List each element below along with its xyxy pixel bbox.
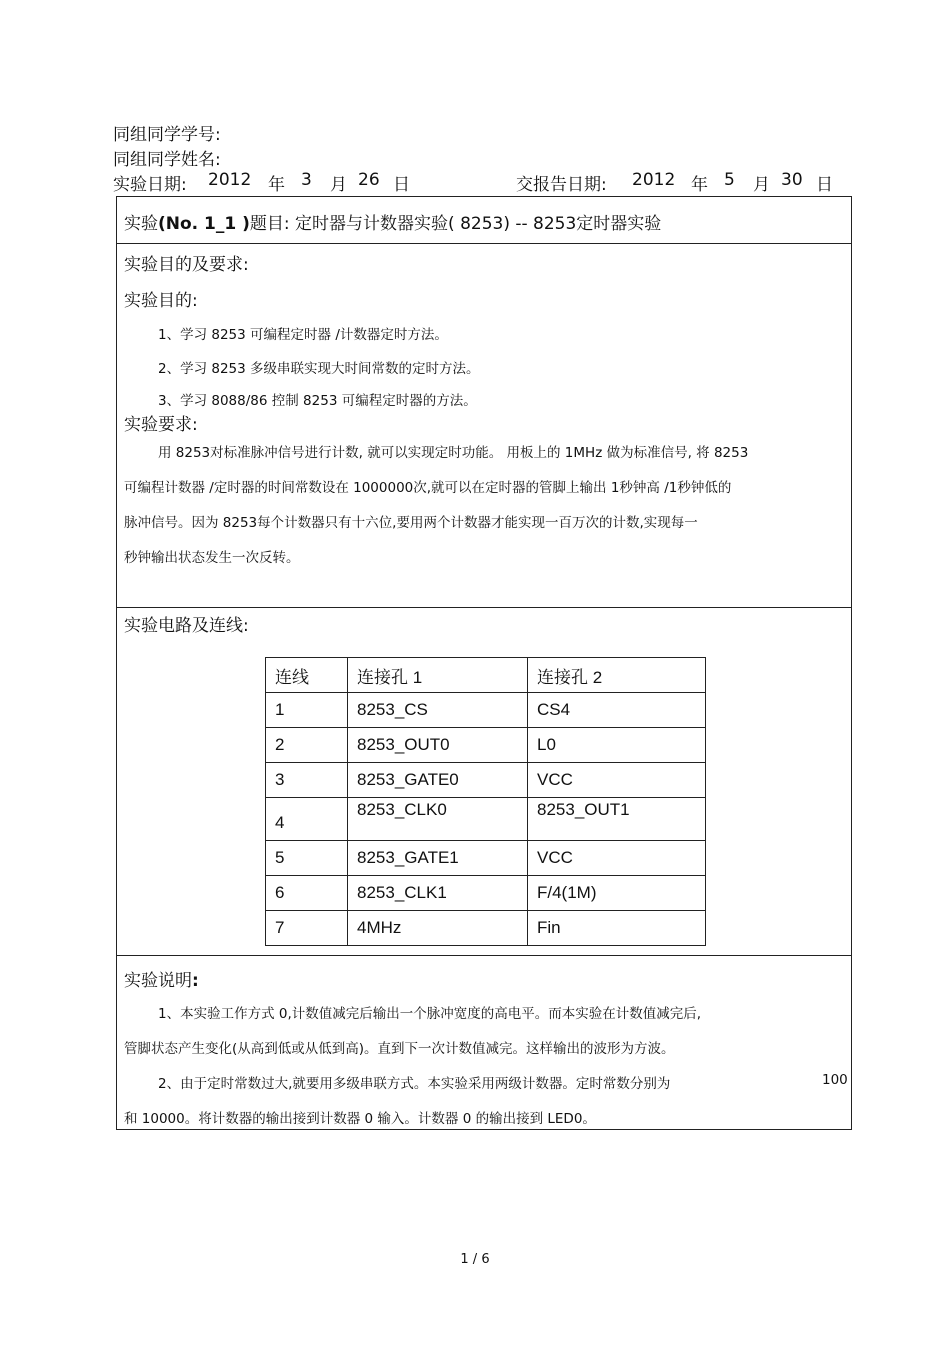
table-cell: 7 [266,911,348,946]
divider-circuit [116,607,852,608]
report-month-unit: 月 [753,175,770,195]
exp-month: 3 [301,170,312,190]
explanation-line: 管脚状态产生变化(从高到低或从低到高)。直到下一次计数值减完。这样输出的波形为方波。 [124,1041,675,1057]
exp-day: 26 [358,170,380,190]
connection-table [265,657,706,946]
exp-month-unit: 月 [330,175,347,195]
table-cell: 2 [266,728,348,763]
objectives-heading: 实验目的及要求: [124,255,249,275]
explanation-heading-colon: : [192,971,199,991]
table-cell: 1 [266,693,348,728]
objectives-subheading: 实验目的: [124,291,198,311]
table-row [266,763,706,798]
table-cell: 3 [266,763,348,798]
table-row [266,798,706,841]
report-day-unit: 日 [816,175,833,195]
title-text: 题目: 定时器与计数器实验( 8253) -- 8253定时器实验 [249,214,662,234]
table-row [266,911,706,946]
table-cell: 8253_OUT0 [348,728,528,763]
circuit-heading: 实验电路及连线: [124,616,249,636]
table-cell: Fin [528,911,706,946]
table-header-row [266,658,706,693]
table-cell: 8253_GATE1 [348,841,528,876]
requirements-line: 用 8253对标准脉冲信号进行计数, 就可以实现定时功能。 用板上的 1MHz 做为标准信号, 将 8253 [158,445,749,461]
column-header: 连接孔 1 [348,658,528,693]
table-cell: 8253_CS [348,693,528,728]
report-day: 30 [781,170,803,190]
requirements-heading: 实验要求: [124,415,198,435]
explanation-line: 1、本实验工作方式 0,计数值减完后输出一个脉冲宽度的高电平。而本实验在计数值减完后, [158,1006,702,1022]
classmate-name-label: 同组同学姓名: [113,150,221,170]
explanation-line-end: 100 [822,1072,848,1088]
column-header: 连接孔 2 [528,658,706,693]
divider-explanation [116,955,852,956]
table-cell: CS4 [528,693,706,728]
objective-item: 1、学习 8253 可编程定时器 /计数器定时方法。 [158,327,448,343]
report-month: 5 [724,170,735,190]
report-date-label: 交报告日期: [516,175,607,195]
table-cell: 6 [266,876,348,911]
table-row [266,693,706,728]
table-cell: 4MHz [348,911,528,946]
divider-title [116,243,852,244]
experiment-title [124,209,661,234]
report-year: 2012 [632,170,676,190]
title-number: (No. 1_1 ) [158,214,250,234]
table-cell: VCC [528,841,706,876]
exp-year: 2012 [208,170,252,190]
table-cell: L0 [528,728,706,763]
explanation-line: 和 10000。将计数器的输出接到计数器 0 输入。计数器 0 的输出接到 LED0。 [124,1111,596,1127]
explanation-heading [124,966,199,991]
requirements-line: 脉冲信号。因为 8253每个计数器只有十六位,要用两个计数器才能实现一百万次的计数,实现每一 [124,515,698,531]
title-prefix: 实验 [124,214,158,234]
table-cell: VCC [528,763,706,798]
explanation-line: 2、由于定时常数过大,就要用多级串联方式。本实验采用两级计数器。定时常数分别为 [158,1076,671,1092]
table-cell: 8253_OUT1 [528,798,706,841]
table-cell: F/4(1M) [528,876,706,911]
table-cell: 8253_CLK0 [348,798,528,841]
requirements-line: 秒钟输出状态发生一次反转。 [124,550,300,566]
classmate-id-label: 同组同学学号: [113,125,221,145]
table-row [266,876,706,911]
column-header: 连线 [266,658,348,693]
exp-year-unit: 年 [268,175,285,195]
table-cell: 8253_CLK1 [348,876,528,911]
exp-date-label: 实验日期: [113,175,187,195]
table-cell: 4 [266,798,348,841]
report-year-unit: 年 [691,175,708,195]
objective-item: 3、学习 8088/86 控制 8253 可编程定时器的方法。 [158,393,477,409]
table-cell: 8253_GATE0 [348,763,528,798]
table-cell: 5 [266,841,348,876]
objective-item: 2、学习 8253 多级串联实现大时间常数的定时方法。 [158,361,480,377]
requirements-line: 可编程计数器 /定时器的时间常数设在 1000000次,就可以在定时器的管脚上输出 1秒钟高 /1秒钟低的 [124,480,732,496]
table-row [266,728,706,763]
explanation-heading-text: 实验说明 [124,971,192,991]
page-number: 1 / 6 [460,1252,490,1267]
table-row [266,841,706,876]
exp-day-unit: 日 [393,175,410,195]
